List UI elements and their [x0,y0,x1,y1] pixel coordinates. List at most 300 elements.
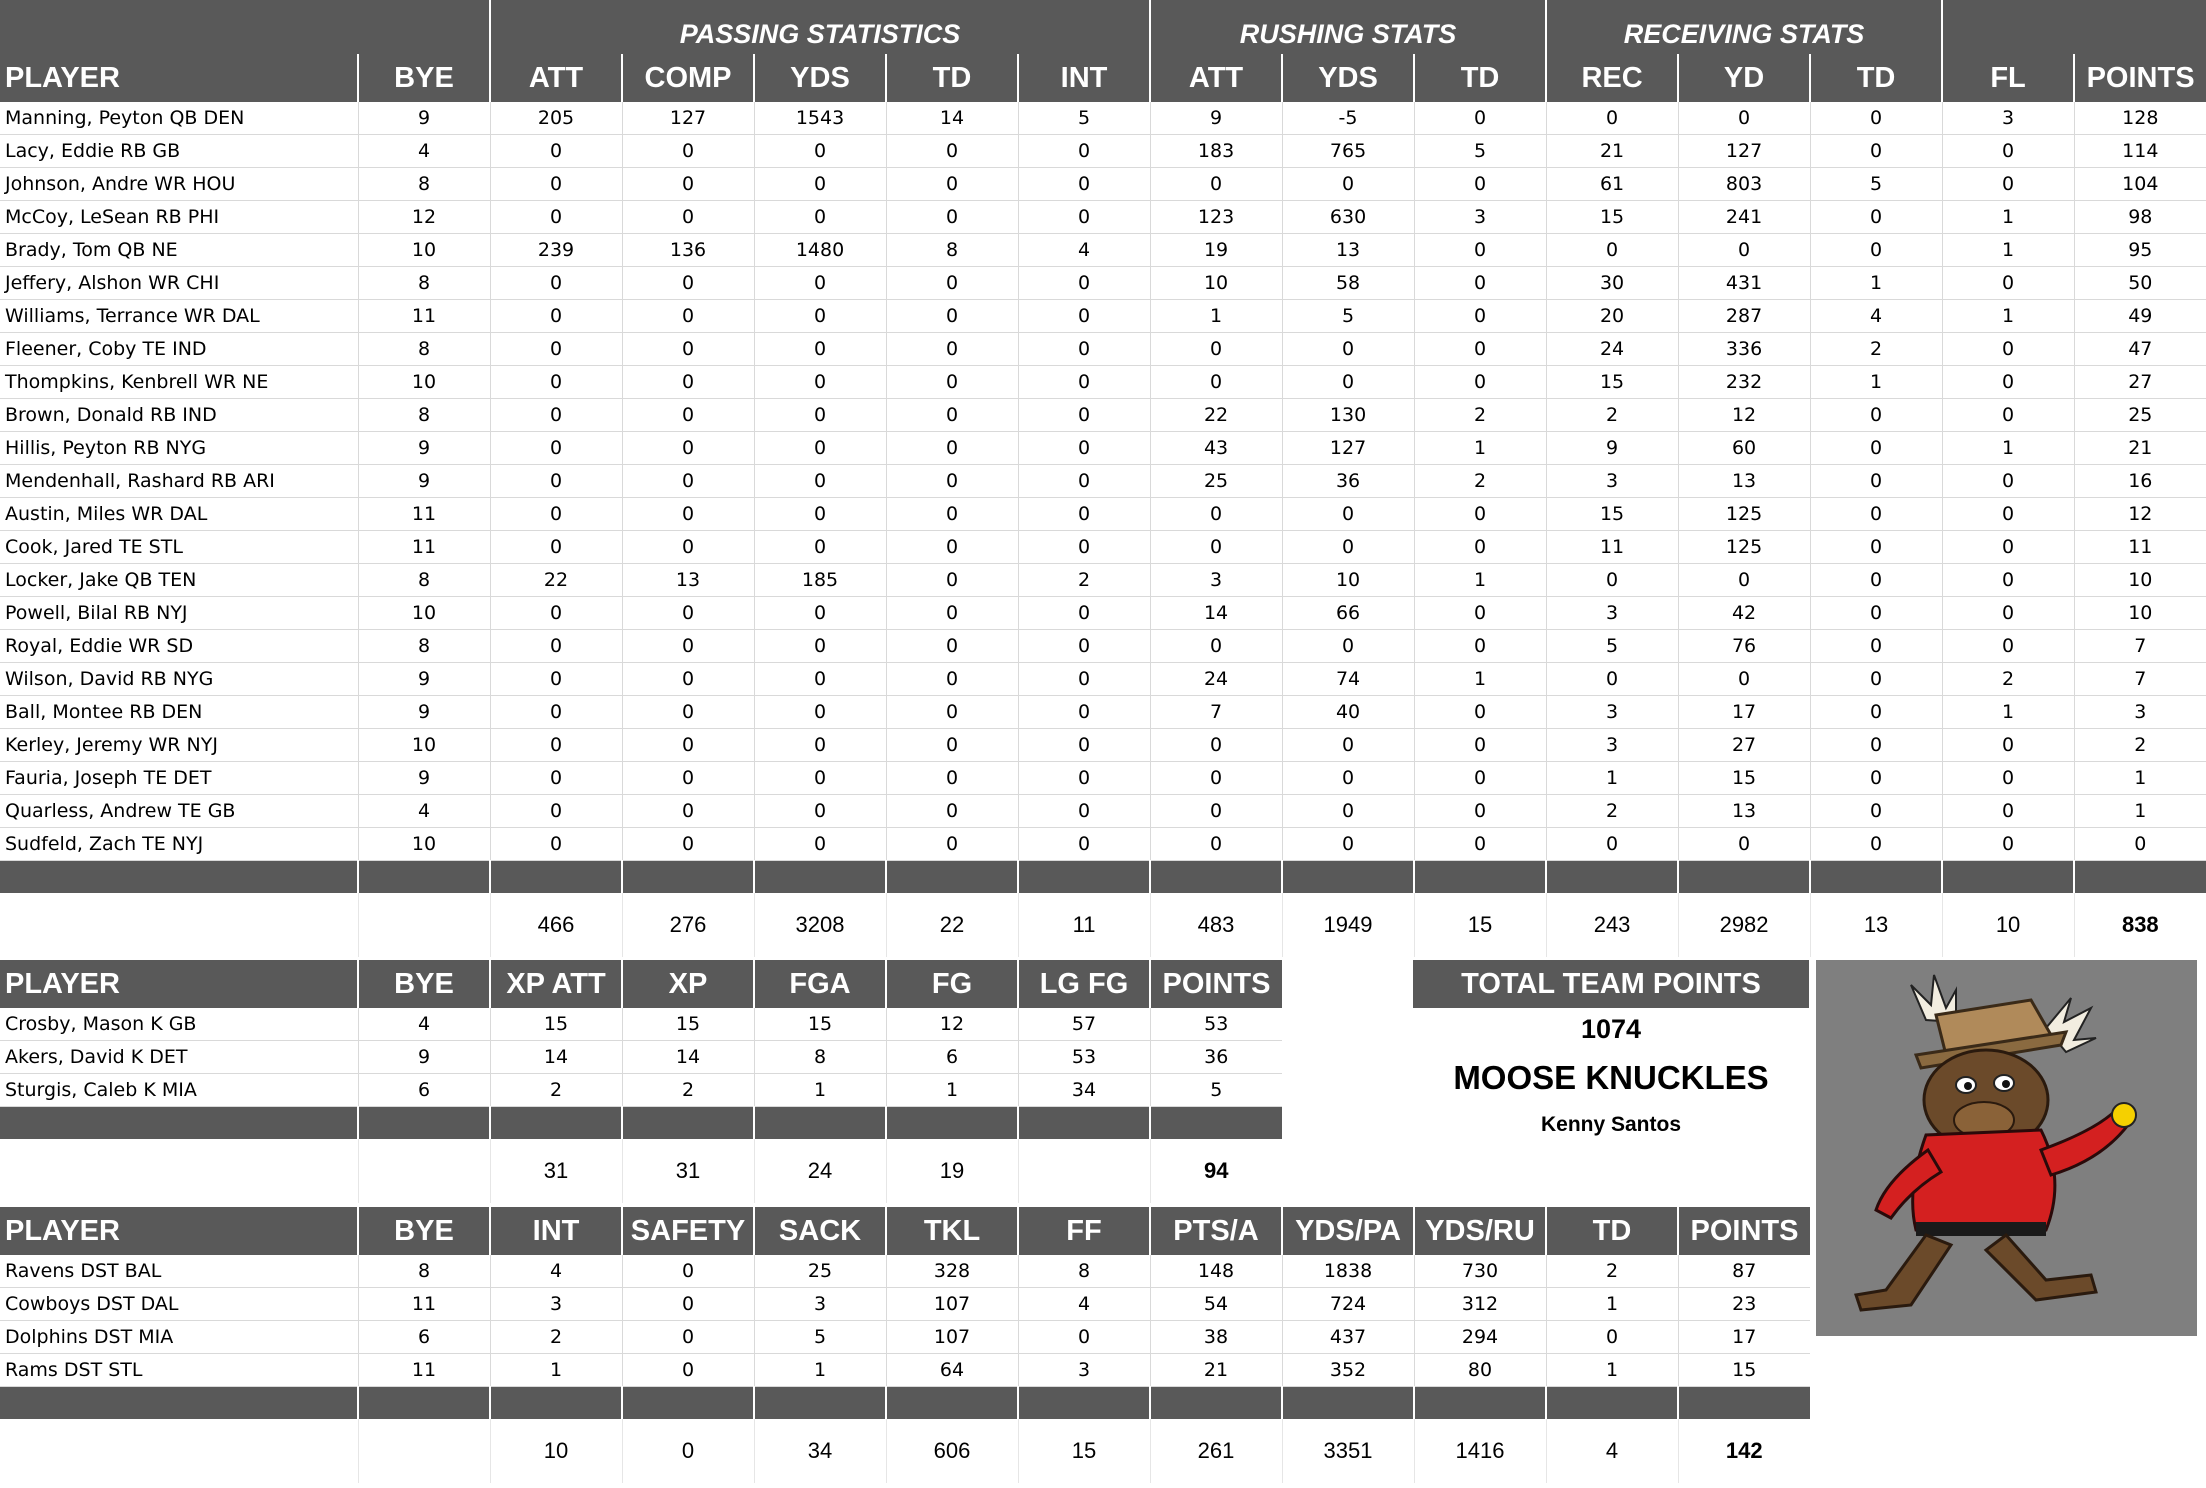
stat-cell: 0 [1414,300,1546,333]
stat-cell: 53 [1150,1008,1282,1041]
stat-cell: 58 [1282,267,1414,300]
stat-cell: 0 [1414,531,1546,564]
spacer-cell [622,1387,754,1420]
kickers-header-row [0,960,1282,1008]
stat-cell: 14 [886,102,1018,135]
stat-cell: 0 [622,597,754,630]
stat-cell: 0 [1414,828,1546,861]
stat-cell: 13 [1678,465,1810,498]
stat-cell: 0 [1018,135,1150,168]
stat-cell: 0 [622,696,754,729]
stat-cell: 64 [886,1354,1018,1387]
defense-spacer-row [0,1387,1810,1420]
table-row [0,564,2206,597]
total-cell [1018,1139,1150,1203]
stat-cell: 14 [490,1041,622,1074]
stat-cell: 0 [1150,795,1282,828]
stat-cell: 76 [1678,630,1810,663]
column-header: COMP [622,54,754,102]
stat-cell: 0 [490,267,622,300]
player-name: Locker, Jake QB TEN [0,564,358,597]
stat-cell: 8 [358,267,490,300]
stat-cell: 0 [886,696,1018,729]
total-cell: 142 [1678,1419,1810,1483]
stat-cell: 0 [754,399,886,432]
spacer-cell [1678,861,1810,894]
column-header: YDS [1282,54,1414,102]
column-header: FGA [754,960,886,1008]
stat-cell: 0 [886,333,1018,366]
stat-cell: 1 [2074,795,2206,828]
total-cell: 606 [886,1419,1018,1483]
stat-cell: 0 [1018,465,1150,498]
stat-cell: 0 [622,1255,754,1288]
stat-cell: 10 [358,597,490,630]
stat-cell: 5 [1414,135,1546,168]
stat-cell: 12 [1678,399,1810,432]
group-header-passing: PASSING STATISTICS [490,0,1150,54]
stat-cell: 38 [1150,1321,1282,1354]
stat-cell: 2 [1546,1255,1678,1288]
stat-cell: 437 [1282,1321,1414,1354]
stat-cell: 0 [490,300,622,333]
table-row [0,498,2206,531]
player-name: Dolphins DST MIA [0,1321,358,1354]
stat-cell: 765 [1282,135,1414,168]
stat-cell: 6 [358,1321,490,1354]
stat-cell: 10 [1282,564,1414,597]
stat-cell: 4 [490,1255,622,1288]
column-header: FF [1018,1207,1150,1255]
stat-cell: 205 [490,102,622,135]
stat-cell: 27 [2074,366,2206,399]
stat-cell: 0 [1810,828,1942,861]
player-name: Mendenhall, Rashard RB ARI [0,465,358,498]
stat-cell: 0 [754,762,886,795]
table-row [0,300,2206,333]
stat-cell: 9 [1150,102,1282,135]
spacer-cell [886,1387,1018,1420]
offense-group-header-row [0,0,2206,54]
stat-cell: 114 [2074,135,2206,168]
stat-cell: 8 [358,564,490,597]
moose-mascot-icon [1816,960,2197,1336]
stat-cell: 336 [1678,333,1810,366]
column-header: TD [1546,1207,1678,1255]
kickers-spacer-row [0,1107,1282,1140]
stat-cell: 0 [1414,729,1546,762]
stat-cell: 0 [1810,399,1942,432]
stat-cell: 352 [1282,1354,1414,1387]
stat-cell: 0 [886,399,1018,432]
table-row [0,102,2206,135]
kickers-table [0,960,1282,1203]
table-row [0,234,2206,267]
team-name: MOOSE KNUCKLES [1453,1059,1769,1096]
stat-cell: 15 [1546,201,1678,234]
total-cell: 2982 [1678,893,1810,957]
stat-cell: 0 [1282,630,1414,663]
table-row [0,366,2206,399]
total-cell: 1949 [1282,893,1414,957]
stat-cell: 40 [1282,696,1414,729]
stat-cell: 21 [1546,135,1678,168]
total-cell [0,893,358,957]
spacer-cell [1810,861,1942,894]
stat-cell: 5 [1282,300,1414,333]
total-cell: 10 [1942,893,2074,957]
stat-cell: 0 [1150,630,1282,663]
stat-cell: 0 [1018,531,1150,564]
stat-cell: 8 [358,630,490,663]
spacer-cell [1150,861,1282,894]
player-name: Lacy, Eddie RB GB [0,135,358,168]
stat-cell: 42 [1678,597,1810,630]
stat-cell: 0 [490,135,622,168]
stat-cell: 130 [1282,399,1414,432]
column-header: TD [886,54,1018,102]
stat-cell: 0 [754,663,886,696]
stat-cell: 0 [1414,102,1546,135]
stat-cell: 0 [1810,201,1942,234]
stat-cell: 11 [358,531,490,564]
stat-cell: 21 [1150,1354,1282,1387]
spacer-cell [754,1107,886,1140]
stat-cell: 0 [1414,630,1546,663]
stat-cell: 0 [754,498,886,531]
group-header-rushing: RUSHING STATS [1150,0,1546,54]
stat-cell: 0 [622,399,754,432]
stat-cell: 0 [490,399,622,432]
table-row [0,1354,1810,1387]
stat-cell: 3 [1150,564,1282,597]
stat-cell: 9 [358,102,490,135]
column-header: INT [1018,54,1150,102]
stat-cell: 3 [1546,597,1678,630]
stat-cell: 0 [490,696,622,729]
stat-cell: 4 [1018,1288,1150,1321]
spacer-cell [622,861,754,894]
total-cell: 261 [1150,1419,1282,1483]
stat-cell: 0 [622,498,754,531]
spacer-cell [1018,1107,1150,1140]
column-header: POINTS [1678,1207,1810,1255]
stat-cell: 1 [1546,762,1678,795]
spacer-cell [2074,861,2206,894]
spacer-cell [1018,1387,1150,1420]
stat-cell: 16 [2074,465,2206,498]
stat-cell: 724 [1282,1288,1414,1321]
stat-cell: 15 [1678,1354,1810,1387]
spacer-cell [1150,1107,1282,1140]
total-cell: 243 [1546,893,1678,957]
stat-cell: 3 [1546,696,1678,729]
stat-cell: 0 [622,1321,754,1354]
column-header: TD [1414,54,1546,102]
column-header: TKL [886,1207,1018,1255]
stat-cell: 15 [1678,762,1810,795]
stat-cell: 10 [1150,267,1282,300]
stat-cell: 0 [1282,729,1414,762]
group-header-blank [0,0,490,54]
defense-header-row [0,1207,1810,1255]
stat-cell: 87 [1678,1255,1810,1288]
stat-cell: 0 [1282,795,1414,828]
stat-cell: 241 [1678,201,1810,234]
stat-cell: 36 [1282,465,1414,498]
stat-cell: 0 [1282,762,1414,795]
spacer-cell [1282,1387,1414,1420]
column-header: FG [886,960,1018,1008]
stat-cell: 7 [1150,696,1282,729]
column-header: YD [1678,54,1810,102]
stat-cell: 0 [1018,399,1150,432]
spacer-cell [886,861,1018,894]
stat-cell: 0 [1150,828,1282,861]
table-row [0,663,2206,696]
stat-cell: 0 [1018,498,1150,531]
stat-cell: 0 [754,168,886,201]
stat-cell: 5 [1546,630,1678,663]
stat-cell: 0 [1018,432,1150,465]
stat-cell: 0 [1678,663,1810,696]
column-header: POINTS [2074,54,2206,102]
spacer-cell [754,1387,886,1420]
stat-cell: 9 [1546,432,1678,465]
table-row [0,696,2206,729]
stat-cell: 36 [1150,1041,1282,1074]
spacer-cell [1150,1387,1282,1420]
stat-cell: 11 [2074,531,2206,564]
stat-cell: 0 [1942,267,2074,300]
stat-cell: 0 [490,663,622,696]
stat-cell: 9 [358,432,490,465]
stat-cell: 0 [1414,234,1546,267]
stat-cell: 312 [1414,1288,1546,1321]
stat-cell: 0 [886,729,1018,762]
stat-cell: 7 [2074,630,2206,663]
stat-cell: 0 [490,795,622,828]
stat-cell: 0 [622,762,754,795]
total-cell [358,893,490,957]
stat-cell: 0 [886,432,1018,465]
stat-cell: 1 [1414,663,1546,696]
stat-cell: 183 [1150,135,1282,168]
stat-cell: 4 [358,1008,490,1041]
player-name: Brown, Donald RB IND [0,399,358,432]
spacer-cell [1414,861,1546,894]
stat-cell: 0 [622,828,754,861]
stat-cell: 0 [754,597,886,630]
player-name: Fauria, Joseph TE DET [0,762,358,795]
stat-cell: 0 [754,432,886,465]
stat-cell: 2 [1018,564,1150,597]
stat-cell: 148 [1150,1255,1282,1288]
stat-cell: 4 [358,795,490,828]
stat-cell: 0 [886,267,1018,300]
stat-cell: 0 [886,762,1018,795]
stat-cell: 125 [1678,531,1810,564]
stat-cell: 0 [1018,762,1150,795]
stat-cell: 0 [1810,564,1942,597]
column-header: LG FG [1018,960,1150,1008]
stat-cell: 9 [358,696,490,729]
stat-cell: 0 [1942,795,2074,828]
stat-cell: 0 [1546,102,1678,135]
stat-cell: 1480 [754,234,886,267]
stat-cell: 0 [1810,135,1942,168]
stat-cell: 8 [886,234,1018,267]
column-header: ATT [490,54,622,102]
stat-cell: 0 [1018,597,1150,630]
stat-cell: 11 [358,1354,490,1387]
stat-cell: 239 [490,234,622,267]
stat-cell: 3 [1018,1354,1150,1387]
stat-cell: 0 [886,630,1018,663]
table-row [0,1321,1810,1354]
table-row [0,1074,1282,1107]
player-name: Crosby, Mason K GB [0,1008,358,1041]
stat-cell: 2 [1546,795,1678,828]
stat-cell: 0 [490,498,622,531]
table-row [0,1255,1810,1288]
table-row [0,135,2206,168]
stat-cell: 185 [754,564,886,597]
stat-cell: 13 [1678,795,1810,828]
stat-cell: 0 [622,795,754,828]
spacer-cell [886,1107,1018,1140]
total-cell: 838 [2074,893,2206,957]
column-header: FL [1942,54,2074,102]
stat-cell: 9 [358,1041,490,1074]
stat-cell: 10 [358,828,490,861]
stat-cell: 0 [622,630,754,663]
stat-cell: 0 [1414,366,1546,399]
stat-cell: 0 [622,168,754,201]
total-cell [358,1139,490,1203]
player-name: Cowboys DST DAL [0,1288,358,1321]
stat-cell: 0 [1942,135,2074,168]
stat-cell: 14 [622,1041,754,1074]
stat-cell: 1 [1810,267,1942,300]
stat-cell: 21 [2074,432,2206,465]
stat-cell: 0 [1810,498,1942,531]
stat-cell: 13 [622,564,754,597]
total-cell: 94 [1150,1139,1282,1203]
stat-cell: 0 [754,135,886,168]
spacer-cell [1546,861,1678,894]
stat-cell: 803 [1678,168,1810,201]
stat-cell: 0 [2074,828,2206,861]
stat-cell: 0 [1414,333,1546,366]
stat-cell: 24 [1546,333,1678,366]
stat-cell: 11 [358,1288,490,1321]
table-row [0,267,2206,300]
spacer-cell [490,1387,622,1420]
stat-cell: 14 [1150,597,1282,630]
spacer-cell [1942,861,2074,894]
stat-cell: 8 [754,1041,886,1074]
stat-cell: 0 [622,465,754,498]
stat-cell: 0 [886,564,1018,597]
stat-cell: 0 [622,1354,754,1387]
total-cell: 0 [622,1419,754,1483]
stat-cell: 0 [1678,564,1810,597]
team-summary [1413,960,1809,1137]
stat-cell: 0 [1282,168,1414,201]
stat-cell: 20 [1546,300,1678,333]
stat-cell: 0 [1282,498,1414,531]
stat-cell: 1 [1414,564,1546,597]
stat-cell: 43 [1150,432,1282,465]
stat-cell: 47 [2074,333,2206,366]
team-owner: Kenny Santos [1540,1113,1682,1136]
player-name: Hillis, Peyton RB NYG [0,432,358,465]
stat-cell: 15 [1546,366,1678,399]
stat-cell: 0 [1018,1321,1150,1354]
stat-cell: 0 [1018,696,1150,729]
stat-cell: 0 [886,795,1018,828]
stat-cell: 1 [1942,432,2074,465]
stat-cell: 0 [1018,300,1150,333]
player-name: Sturgis, Caleb K MIA [0,1074,358,1107]
stat-cell: 9 [358,465,490,498]
spacer-cell [1414,1387,1546,1420]
stat-cell: 1 [1546,1354,1678,1387]
stat-cell: 107 [886,1288,1018,1321]
stat-cell: 0 [1282,531,1414,564]
stat-cell: 11 [358,300,490,333]
stat-cell: 0 [1942,333,2074,366]
stat-cell: 0 [1942,168,2074,201]
stat-cell: 23 [1678,1288,1810,1321]
column-header: YDS [754,54,886,102]
stat-cell: 232 [1678,366,1810,399]
stat-cell: 4 [1810,300,1942,333]
player-name: Sudfeld, Zach TE NYJ [0,828,358,861]
stat-cell: 27 [1678,729,1810,762]
stat-cell: 25 [2074,399,2206,432]
table-row [0,1288,1810,1321]
stat-cell: 0 [1018,267,1150,300]
total-cell: 483 [1150,893,1282,957]
stat-cell: 104 [2074,168,2206,201]
stat-cell: 10 [358,366,490,399]
spacer-cell [490,1107,622,1140]
stat-cell: 53 [1018,1041,1150,1074]
stat-cell: 0 [1414,267,1546,300]
stat-cell: 4 [358,135,490,168]
stat-cell: 10 [358,729,490,762]
stat-cell: 0 [1942,630,2074,663]
stat-cell: 0 [622,432,754,465]
stat-cell: 0 [1942,729,2074,762]
player-name: Williams, Terrance WR DAL [0,300,358,333]
stat-cell: 0 [1150,366,1282,399]
stat-cell: 7 [2074,663,2206,696]
stat-cell: 0 [1810,597,1942,630]
stat-cell: 0 [490,531,622,564]
stat-cell: 2 [490,1321,622,1354]
player-name: Austin, Miles WR DAL [0,498,358,531]
stat-cell: 1 [1942,300,2074,333]
stat-cell: 50 [2074,267,2206,300]
stat-cell: 3 [1546,729,1678,762]
stat-cell: 0 [754,531,886,564]
stat-cell: 15 [754,1008,886,1041]
total-cell: 19 [886,1139,1018,1203]
table-row [0,168,2206,201]
